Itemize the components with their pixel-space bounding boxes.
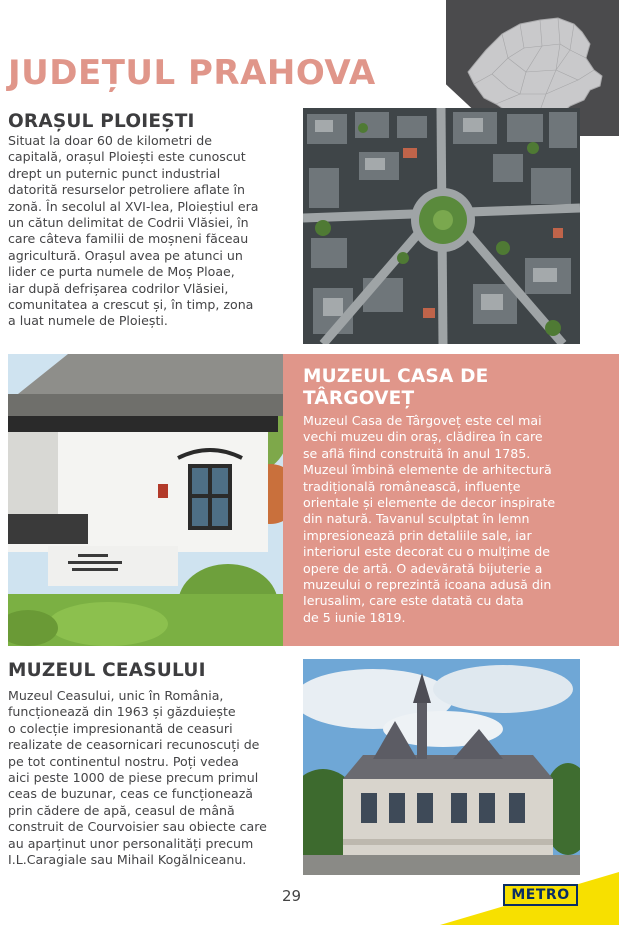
metro-logo-icon <box>503 884 578 906</box>
text-line: Muzeul Ceasului, unic în România, <box>8 688 224 703</box>
text-line: realizate de ceasornicari recunoscuți de <box>8 737 260 753</box>
text-line: impresionează prin detaliile sale, iar <box>303 527 532 543</box>
text-line: aici peste 1000 de piese precum primul <box>8 770 259 786</box>
page-number: 29 <box>282 887 302 905</box>
text-line: Muzeul Casa de Târgoveț este cel mai <box>303 413 542 428</box>
text-line: agricultură. Orașul avea pe atunci un <box>8 247 243 263</box>
section-heading-targovet <box>303 366 489 410</box>
text-line: I.L.Caragiale sau Mihail Kogălniceanu. <box>8 852 247 868</box>
page-title: JUDEȚUL PRAHOVA <box>8 53 376 93</box>
text-line: a luat numele de Ploiești. <box>8 313 168 329</box>
text-line: Ierusalim, care este datată cu data <box>303 593 524 609</box>
text-line: vechi muzeu din oraș, clădirea în care <box>303 429 543 445</box>
text-line: opere de artă. O adevărată bijuterie a <box>303 560 543 576</box>
text-line: din natură. Tavanul sculptat în lemn <box>303 511 530 527</box>
text-line: zonă. În secolul al XVI-lea, Ploieștiul era <box>8 198 259 214</box>
section-heading-ploiesti: ORAȘUL PLOIEȘTI <box>8 111 195 132</box>
text-line: Muzeul îmbină elemente de arhitectură <box>303 462 552 478</box>
section-text-ploiesti <box>8 133 259 330</box>
text-line: o colecție impresionantă de ceasuri <box>8 720 233 736</box>
text-line: orientale și elemente de decor inspirate <box>303 495 556 511</box>
brand-name: METRO <box>511 887 570 903</box>
text-line: de 5 iunie 1819. <box>303 609 406 625</box>
heading-line: TÂRGOVEȚ <box>303 388 415 409</box>
section-heading-ceasului: MUZEUL CEASULUI <box>8 660 206 681</box>
text-line: se află fiind construită în anul 1785. <box>303 445 531 461</box>
text-line: ceas de buzunar, ceas ce funcționează <box>8 786 254 802</box>
text-line: construit de Courvoisier sau obiecte care <box>8 819 267 835</box>
text-line: tradițională românească, influențe <box>303 478 521 494</box>
text-line: datorită resurselor petroliere aflate în <box>8 182 245 198</box>
text-line: prin cădere de apă, ceasul de mână <box>8 802 235 818</box>
text-line: interiorul este decorat cu o mulțime de <box>303 544 550 560</box>
section-text-targovet <box>303 413 555 626</box>
text-line: lider ce purta numele de Moș Ploae, <box>8 264 235 280</box>
targovet-house-photo <box>8 354 283 646</box>
ploiesti-aerial-photo <box>303 108 580 344</box>
text-line: capitală, orașul Ploiești este cunoscut <box>8 149 246 165</box>
text-line: care câteva familii de moșneni făceau <box>8 231 249 247</box>
text-line: muzeului o reprezintă icoana adusă din <box>303 577 552 593</box>
clock-museum-photo <box>303 659 580 875</box>
text-line: un cătun delimitat de Codrii Vlăsiei, în <box>8 215 249 231</box>
heading-line: MUZEUL CASA DE <box>303 366 489 387</box>
text-line: au aparținut unor personalități precum <box>8 835 254 851</box>
section-text-ceasului <box>8 688 267 868</box>
text-line: iar după defrișarea codrilor Vlăsiei, <box>8 280 229 296</box>
text-line: drept un puternic punct industrial <box>8 165 221 181</box>
text-line: funcționează din 1963 și găzduiește <box>8 704 236 720</box>
text-line: comunitatea a crescut și, în timp, zona <box>8 297 254 313</box>
text-line: pe tot continentul nostru. Poți vedea <box>8 753 239 769</box>
text-line: Situat la doar 60 de kilometri de <box>8 133 213 148</box>
